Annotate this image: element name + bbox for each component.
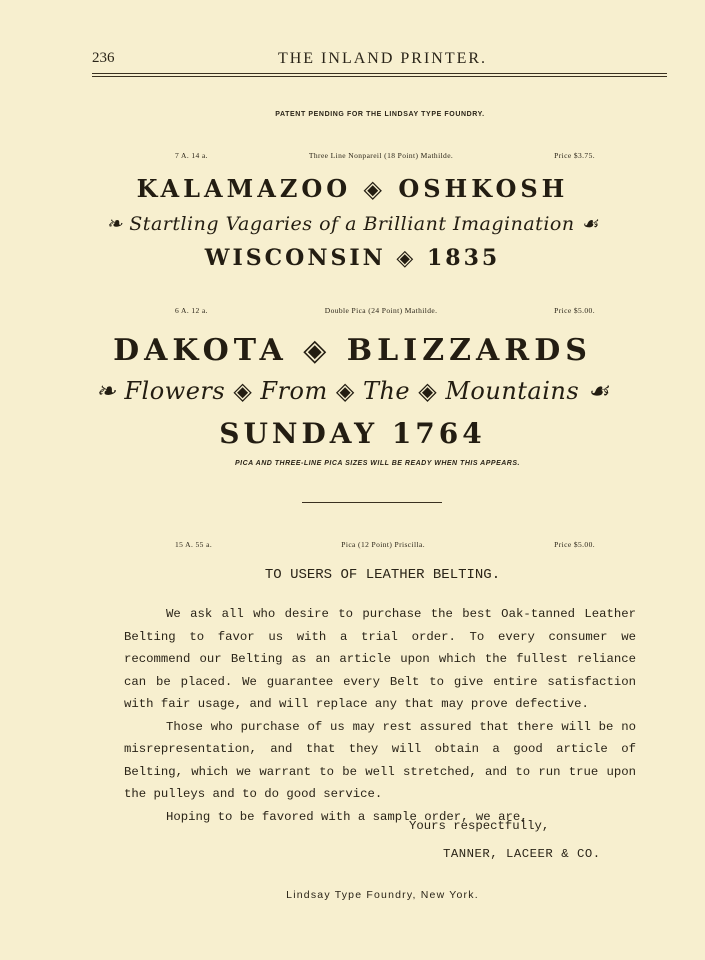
specimen3-size: Pica (12 Point) Priscilla. (341, 540, 425, 549)
specimen1-price: Price $3.75. (554, 151, 595, 160)
specimen2-line2: ❧ Flowers ◈ From ◈ The ◈ Mountains ☙ (95, 377, 610, 405)
specimen2-size: Double Pica (24 Point) Mathilde. (324, 306, 438, 315)
running-title: THE INLAND PRINTER. (277, 50, 488, 67)
belting-body (124, 603, 636, 828)
specimen1-line1: KALAMAZOO ◈ OSHKOSH (136, 174, 569, 203)
paragraph: We ask all who desire to purchase the best Oak-tanned Leather Belting to favor us with a trial order. To every consumer we recommend our Belting as an article upon which the fullest reliance can be placed. We guarantee every Belt to give entire satisfaction with fair usage, and will replace any that may prove defective. (124, 607, 636, 711)
page-number: 236 (92, 50, 115, 66)
specimen2-price: Price $5.00. (554, 306, 595, 315)
closing-line: Yours respectfully, (409, 819, 550, 833)
paragraph: Those who purchase of us may rest assured that there will be no misrepresentation, and that they will obtain a good article of Belting, which we warrant to be well stretched, and to run true upon the pulleys and to do good service. (124, 719, 636, 801)
specimen2-count: 6 A. 12 a. (175, 306, 208, 315)
signature: TANNER, LACEER & CO. (443, 847, 601, 861)
specimen2-note: PICA AND THREE-LINE PICA SIZES WILL BE READY WHEN THIS APPEARS. (235, 460, 520, 467)
specimen2-line3: SUNDAY 1764 (219, 417, 486, 450)
patent-note: PATENT PENDING FOR THE LINDSAY TYPE FOUNDRY. (275, 111, 485, 118)
specimen1-line2: ❧ Startling Vagaries of a Brilliant Imagination ☙ (106, 213, 599, 235)
header-rule-thin (92, 76, 667, 77)
specimen1-size: Three Line Nonpareil (18 Point) Mathilde. (308, 151, 454, 160)
specimen3-count: 15 A. 55 a. (175, 540, 213, 549)
belting-heading: TO USERS OF LEATHER BELTING. (264, 567, 501, 583)
specimen3-price: Price $5.00. (554, 540, 595, 549)
specimen2-spec-row (175, 306, 595, 315)
section-divider (302, 502, 442, 503)
footer-imprint: Lindsay Type Foundry, New York. (286, 889, 479, 901)
specimen1-count: 7 A. 14 a. (175, 151, 208, 160)
specimen1-spec-row (175, 151, 595, 160)
specimen3-spec-row (175, 540, 595, 549)
specimen1-line3: WISCONSIN ◈ 1835 (204, 245, 501, 271)
header-rule (92, 73, 667, 74)
paragraph: Hoping to be favored with a sample order, we are, (166, 809, 528, 824)
specimen2-line1: DAKOTA ◈ BLIZZARDS (113, 333, 592, 368)
